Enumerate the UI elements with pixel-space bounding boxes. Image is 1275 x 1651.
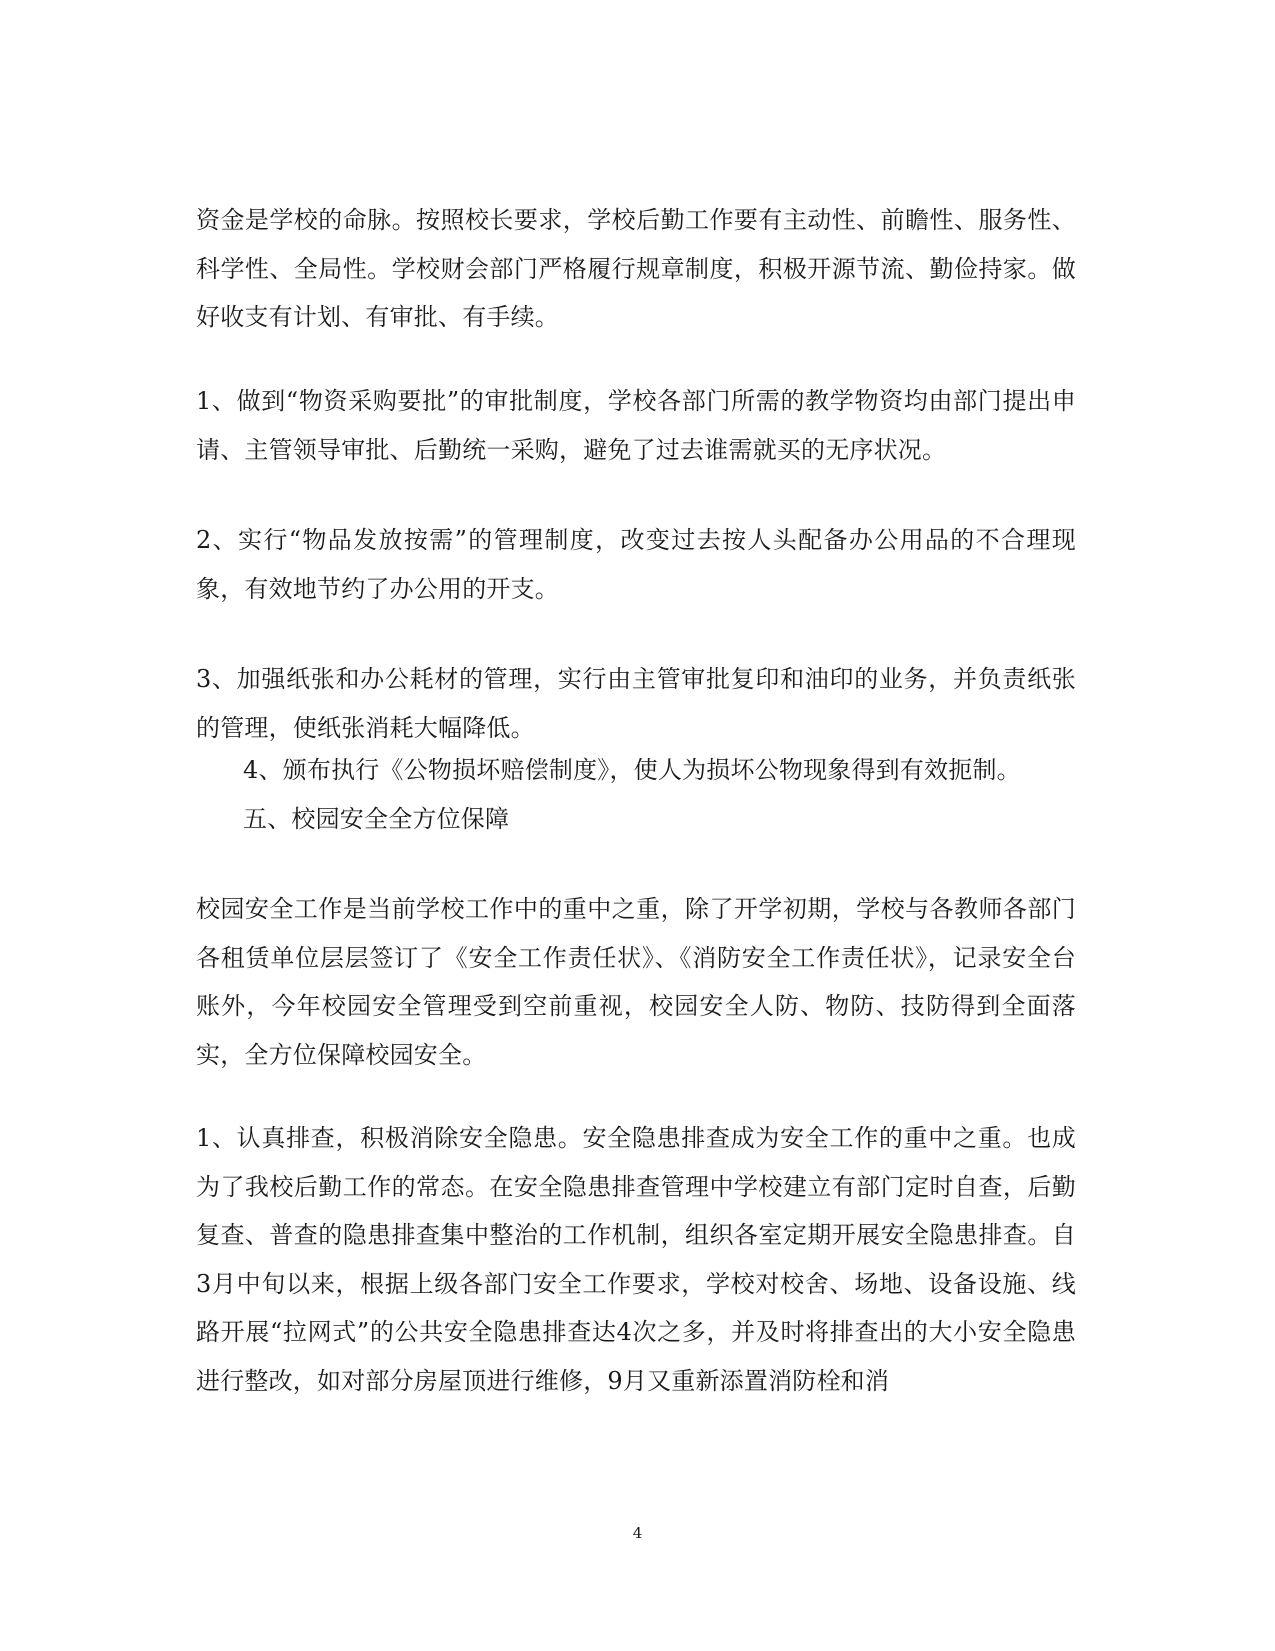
paragraph-item-1-procurement: 1、做到“物资采购要批”的审批制度，学校各部门所需的教学物资均由部门提出申请、主管领导审批、后勤统一采购，避免了过去谁需就买的无序状况。 bbox=[196, 387, 1076, 464]
paragraph-funding: 资金是学校的命脉。按照校长要求，学校后勤工作要有主动性、前瞻性、服务性、科学性、全局性。学校财会部门严格履行规章制度，积极开源节流、勤俭持家。做好收支有计划、有审批、有手续。 bbox=[196, 206, 1076, 331]
paragraph-campus-safety: 校园安全工作是当前学校工作中的重中之重，除了开学初期，学校与各教师各部门各租赁单位层层签订了《安全工作责任状》、《消防安全工作责任状》，记录安全台账外，今年校园安全管理受到空前重视，校园安全人防、物防、技防得到全面落实，全方位保障校园安全。 bbox=[196, 895, 1076, 1069]
paragraph-item-2-distribution: 2、实行“物品发放按需”的管理制度，改变过去按人头配备办公用品的不合理现象，有效地节约了办公用的开支。 bbox=[196, 526, 1076, 603]
section-heading-campus-safety: 五、校园安全全方位保障 bbox=[243, 805, 510, 833]
paragraph-item-3-paper: 3、加强纸张和办公耗材的管理，实行由主管审批复印和油印的业务，并负责纸张的管理，使纸张消耗大幅降低。 bbox=[196, 665, 1076, 742]
paragraph-hazard-inspection: 1、认真排查，积极消除安全隐患。安全隐患排查成为安全工作的重中之重。也成为了我校后勤工作的常态。在安全隐患排查管理中学校建立有部门定时自查，后勤复查、普查的隐患排查集中整治的工作机制，组织各室定期开展安全隐患排查。自3月中旬以来，根据上级各部门安全工作要求，学校对校舍、场地、设备设施、线路开展“拉网式”的公共安全隐患排查达4次之多，并及时将排查出的大小安全隐患进行整改，如对部分房屋顶进行维修，9月又重新添置消防栓和消 bbox=[196, 1124, 1076, 1395]
page-number: 4 bbox=[632, 1524, 643, 1542]
paragraph-item-4-compensation: 4、颁布执行《公物损坏赔偿制度》，使人为损坏公物现象得到有效扼制。 bbox=[243, 756, 1021, 784]
